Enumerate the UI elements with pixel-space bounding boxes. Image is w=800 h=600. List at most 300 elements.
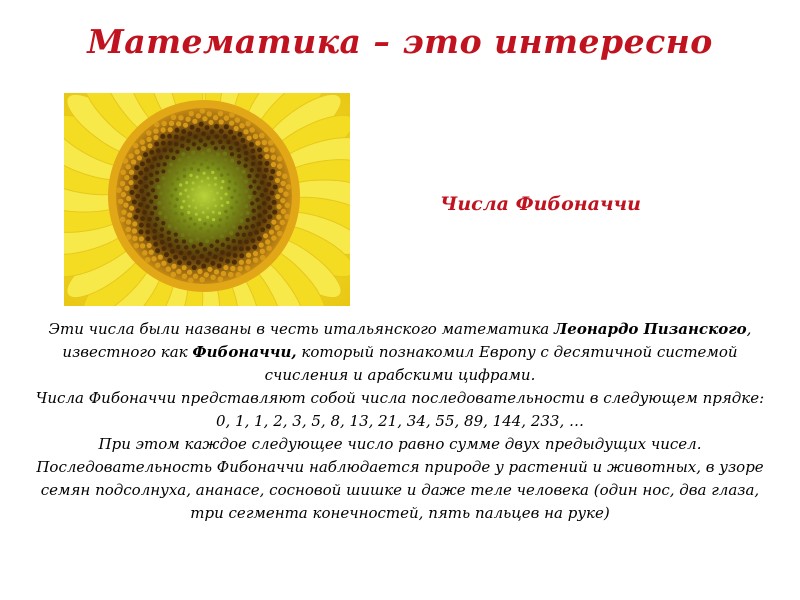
seed: [264, 154, 269, 159]
seed: [190, 125, 195, 130]
seed: [229, 112, 235, 118]
seed: [193, 274, 198, 279]
seed: [185, 117, 190, 122]
seed: [246, 253, 251, 258]
seed: [205, 125, 210, 130]
seed: [244, 157, 248, 161]
paragraph-rule: При этом каждое следующее число равно сумме двух предыдущих чисел.: [98, 435, 702, 453]
seed: [277, 156, 283, 162]
seed: [234, 141, 239, 146]
seed: [221, 180, 224, 183]
seed: [201, 264, 206, 269]
seed: [187, 195, 190, 198]
seed: [163, 162, 167, 166]
seed: [134, 185, 139, 190]
seed: [260, 180, 265, 185]
seed: [206, 207, 209, 210]
seed: [182, 273, 187, 278]
seed: [257, 236, 262, 241]
seed: [223, 158, 227, 162]
seed: [140, 161, 145, 166]
seed: [251, 224, 256, 229]
seed: [207, 200, 210, 203]
seed: [161, 121, 166, 126]
seed: [239, 253, 244, 258]
seed: [228, 180, 232, 184]
seed: [118, 199, 124, 205]
seed: [277, 231, 283, 237]
seed: [159, 191, 163, 195]
seed: [129, 206, 134, 211]
seed: [268, 140, 274, 146]
seed: [178, 115, 183, 120]
seed: [182, 168, 186, 172]
seed: [246, 211, 250, 215]
seed: [259, 242, 264, 247]
paragraph-definition: Числа Фибоначчи представляют собой числа последовательности в следующем прядке:: [35, 389, 765, 407]
seed: [159, 234, 164, 239]
seed: [249, 185, 253, 189]
seed: [271, 162, 276, 167]
seed: [171, 156, 175, 160]
seed: [196, 176, 199, 179]
seed: [155, 248, 160, 253]
seed: [210, 224, 214, 228]
seed: [176, 245, 181, 250]
seed: [183, 123, 188, 128]
seed: [178, 158, 182, 162]
seed: [160, 127, 165, 132]
seed: [244, 225, 248, 229]
seed: [123, 158, 129, 164]
seed: [249, 142, 254, 147]
seed: [200, 197, 203, 200]
seed: [146, 192, 150, 196]
seed: [138, 229, 143, 234]
seed: [132, 236, 137, 241]
seed: [134, 165, 139, 170]
seed: [212, 211, 215, 214]
seed: [158, 255, 163, 260]
seed: [175, 128, 180, 133]
seed: [196, 237, 200, 241]
seed: [251, 238, 256, 243]
seed: [230, 206, 234, 210]
seed: [173, 255, 178, 260]
seed: [174, 226, 178, 230]
seed: [233, 253, 238, 258]
seed: [217, 224, 221, 228]
seed: [152, 235, 157, 240]
seed: [235, 232, 239, 236]
seed: [168, 243, 173, 248]
seed: [235, 117, 240, 122]
seed: [266, 182, 271, 187]
seed: [168, 210, 172, 214]
seed: [152, 229, 157, 234]
seed: [270, 147, 275, 152]
seed: [233, 173, 237, 177]
seed: [232, 225, 236, 229]
seed: [233, 189, 237, 193]
sunflower-image: [64, 93, 350, 306]
seed: [205, 239, 209, 243]
seed: [145, 204, 150, 209]
seed: [140, 216, 145, 221]
seed: [221, 204, 224, 207]
seed: [206, 136, 211, 141]
seed: [269, 176, 274, 181]
seed: [234, 181, 238, 185]
seed: [232, 239, 236, 243]
seed: [224, 124, 229, 129]
seed: [121, 209, 126, 214]
seed: [164, 252, 169, 257]
seed: [201, 180, 204, 183]
seed: [144, 184, 149, 189]
seed: [242, 233, 246, 237]
seed: [244, 180, 248, 184]
seed: [146, 130, 152, 136]
seed: [211, 162, 215, 166]
seed: [154, 142, 159, 147]
seed: [237, 266, 242, 271]
seed: [223, 228, 227, 232]
seed: [193, 134, 198, 139]
seed: [217, 263, 222, 268]
seed: [264, 168, 269, 173]
seed: [249, 127, 254, 132]
seed: [146, 223, 151, 228]
seed: [181, 129, 186, 134]
seed: [221, 145, 225, 149]
seed: [233, 218, 237, 222]
seed: [262, 218, 267, 223]
seed: [140, 243, 145, 248]
seed: [230, 196, 233, 199]
seed: [181, 152, 185, 156]
seed: [176, 164, 180, 168]
seed: [243, 164, 247, 168]
seed: [183, 174, 186, 177]
seed: [218, 276, 224, 282]
seed: [185, 181, 188, 184]
seed: [127, 212, 132, 217]
seed: [244, 204, 248, 208]
seed: [149, 173, 154, 178]
seed: [180, 144, 184, 148]
seed: [124, 186, 129, 191]
seed: [263, 147, 268, 152]
seed: [187, 232, 191, 236]
seed: [228, 130, 233, 135]
seed: [169, 148, 174, 153]
seed: [260, 193, 265, 198]
seed: [149, 181, 153, 185]
seed: [200, 254, 205, 259]
seed: [179, 192, 182, 195]
seed: [133, 175, 138, 180]
seed: [204, 272, 209, 277]
seed: [191, 256, 196, 261]
seed: [199, 242, 203, 246]
seed: [132, 221, 137, 226]
seed: [282, 173, 288, 179]
seed: [140, 139, 145, 144]
seed: [218, 140, 223, 145]
seed: [123, 202, 128, 207]
seed: [284, 214, 290, 220]
seed: [280, 198, 285, 203]
seed: [224, 193, 227, 196]
seed: [166, 189, 170, 193]
name-leonardo: Леонардо Пизанского: [554, 320, 747, 338]
seed: [206, 166, 209, 169]
seed: [129, 170, 134, 175]
seed: [187, 156, 191, 160]
seed: [189, 111, 195, 117]
seed: [233, 246, 238, 251]
seed: [150, 211, 154, 215]
seed: [252, 209, 256, 213]
seed: [198, 186, 201, 189]
seed: [285, 202, 291, 208]
seed: [229, 165, 233, 169]
seed: [235, 167, 239, 171]
seed: [168, 169, 172, 173]
seed: [221, 271, 226, 276]
seed: [262, 174, 267, 179]
seed: [151, 188, 155, 192]
seed: [162, 148, 167, 153]
seed: [187, 131, 192, 136]
seed: [168, 176, 172, 180]
seed: [225, 222, 229, 226]
seed: [170, 194, 174, 198]
seed: [269, 230, 274, 235]
seed: [192, 161, 196, 165]
seed: [217, 159, 221, 163]
seed: [220, 186, 223, 189]
seed: [162, 206, 166, 210]
seed: [210, 275, 215, 280]
seed: [207, 148, 211, 152]
seed: [255, 141, 260, 146]
seed: [213, 254, 218, 259]
seed: [183, 219, 187, 223]
seed: [199, 138, 203, 142]
seed: [245, 265, 251, 271]
seed: [252, 245, 257, 250]
seed: [214, 183, 217, 186]
seed: [280, 220, 285, 225]
seed: [188, 205, 191, 208]
seed: [170, 218, 174, 222]
seed: [186, 139, 191, 144]
seed: [250, 201, 254, 205]
seed: [215, 230, 219, 234]
seed: [175, 198, 178, 201]
seed: [182, 200, 185, 203]
seed: [218, 111, 224, 117]
seed: [116, 187, 122, 193]
seed: [121, 192, 126, 197]
seed: [142, 210, 147, 215]
seed: [129, 190, 134, 195]
seed: [126, 196, 131, 201]
seed: [160, 227, 164, 231]
seed: [192, 265, 197, 270]
seed: [236, 272, 242, 278]
seed: [187, 251, 192, 256]
seed: [153, 128, 158, 133]
seed: [144, 167, 149, 172]
seed: [207, 267, 212, 272]
seed: [174, 135, 179, 140]
slide-title: Математика – это интересно: [87, 22, 713, 61]
seed: [208, 184, 211, 187]
seed: [221, 243, 225, 247]
seed: [167, 237, 171, 241]
seed: [200, 108, 206, 114]
seed: [167, 258, 172, 263]
seed: [190, 167, 194, 171]
seed: [216, 152, 220, 156]
seed: [120, 170, 126, 176]
seed: [267, 205, 272, 210]
seed: [217, 167, 221, 171]
seed: [177, 260, 182, 265]
seed: [168, 127, 173, 132]
seed: [170, 249, 175, 254]
seed: [192, 181, 195, 184]
seed: [145, 257, 151, 263]
seed: [168, 224, 172, 228]
seed: [243, 129, 248, 134]
seed: [195, 249, 199, 253]
seed: [188, 278, 194, 284]
seed: [223, 152, 227, 156]
seed: [125, 164, 130, 169]
body-text: [30, 318, 770, 525]
seed: [276, 171, 281, 176]
seed: [262, 140, 267, 145]
seed: [272, 210, 277, 215]
seed: [203, 189, 206, 192]
text-segment: который познакомил Европу с десятичной системой счисления и арабскими цифрами.: [264, 343, 738, 384]
seed: [214, 124, 219, 129]
seed: [257, 213, 262, 218]
seed: [182, 256, 187, 261]
seed: [184, 245, 188, 249]
seed: [215, 247, 219, 251]
seed: [202, 211, 205, 214]
seed: [174, 204, 178, 208]
seed: [238, 226, 242, 230]
seed: [198, 218, 201, 221]
seed: [206, 111, 211, 116]
seed: [171, 272, 177, 278]
seed: [169, 121, 174, 126]
seed: [252, 216, 256, 220]
seed: [156, 148, 161, 153]
seed: [271, 235, 276, 240]
seed: [174, 232, 178, 236]
seed: [171, 264, 176, 269]
seed: [246, 246, 251, 251]
seed: [276, 204, 281, 209]
seed: [202, 116, 207, 121]
seed: [139, 189, 144, 194]
seed: [234, 126, 239, 131]
seed: [274, 225, 279, 230]
seed: [223, 265, 228, 270]
seed: [244, 239, 249, 244]
seed: [248, 232, 253, 237]
seed: [253, 251, 258, 256]
seed: [230, 159, 234, 163]
seed: [147, 143, 152, 148]
seed: [226, 216, 230, 220]
seed: [135, 194, 140, 199]
seed: [216, 192, 219, 195]
seed: [152, 156, 157, 161]
seed: [137, 155, 142, 160]
seed: [167, 134, 172, 139]
seed: [242, 198, 246, 202]
seed: [206, 216, 209, 219]
seed: [210, 235, 214, 239]
seed: [238, 176, 242, 180]
seed: [155, 217, 159, 221]
seed: [214, 269, 219, 274]
seed: [257, 205, 262, 210]
seed: [192, 119, 197, 124]
seed: [230, 152, 234, 156]
seed: [219, 257, 224, 262]
seed: [226, 252, 231, 257]
seed: [227, 187, 230, 190]
seed: [153, 135, 158, 140]
seed: [176, 269, 181, 274]
seed: [232, 212, 236, 216]
seed: [247, 135, 252, 140]
seed: [149, 150, 154, 155]
seed: [226, 140, 231, 145]
seed: [184, 189, 187, 192]
seed: [232, 135, 237, 140]
seed: [153, 223, 158, 228]
seed: [239, 260, 244, 265]
seed: [195, 193, 198, 196]
seed: [226, 245, 231, 250]
seed: [139, 236, 144, 241]
seed: [257, 186, 261, 190]
seed: [176, 177, 180, 181]
seed: [138, 180, 143, 185]
seed: [272, 200, 277, 205]
seed: [205, 258, 210, 263]
seed: [126, 234, 132, 240]
seed: [283, 191, 288, 196]
seed: [161, 261, 166, 266]
seed: [200, 163, 204, 167]
seed: [138, 171, 143, 176]
seed: [246, 259, 251, 264]
seed: [270, 169, 275, 174]
seed: [262, 201, 267, 206]
seed: [226, 201, 229, 204]
